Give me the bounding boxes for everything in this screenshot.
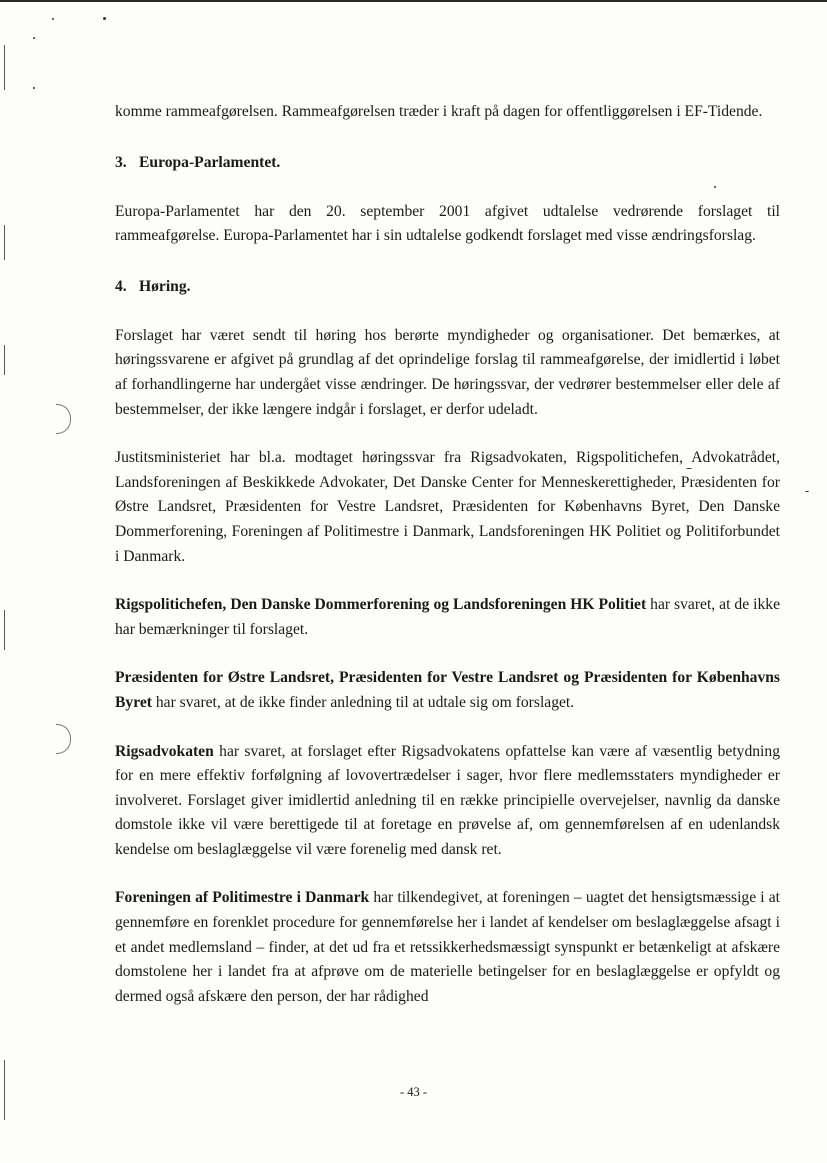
binder-hole-mark [56,404,71,434]
scan-speck [33,87,35,89]
paragraph-lead: Rigsadvokaten [115,742,214,760]
section-paragraph: Forslaget har været sendt til høring hos berørte myndigheder og organisationer. Det bemærkes, at høringssvarene er afgivet på grundlag af det oprindelige forslag til rammeafgørelse, der imidlertid i løbet af forhandlingerne har undergået visse ændringer. De høringssvar, der vedrører bestemmelser eller dele af bestemmelser, der ikke længere indgår i forslaget, er derfor udeladt. [115,326,780,418]
section-number: 3. [115,153,127,171]
binder-hole-mark [56,724,71,754]
scan-edge-mark [4,225,5,260]
consultation-paragraph [115,666,780,715]
paragraph-text: har svaret, at forslaget efter Rigsadvokatens opfattelse kan være af væsentlig betydning for en mere effektiv forfølgning af lovovertrædelser i sager, hvor flere medlemsstaters myndigheder er involveret. Forslaget giver imidlertid anledning til en række principielle overvejelser, navnlig da danske domstole ikke vil være berettigede til at foretage en prøvelse af, om gennemførelsen af en udenlandsk kendelse om beslaglæggelse vil være forenelig med dansk ret. [115,742,780,858]
page-number: - 43 - [399,1085,428,1099]
scan-speck [52,18,54,20]
document-body [115,100,780,1009]
paragraph-text: har tilkendegivet, at foreningen – uagtet det hensigtsmæssige i at gennemføre en forenklet procedure for gennemførelse her i landet af kendelser om beslaglæggelse afsagt i et andet medlemsland – finder, at det ud fra et retssikkerhedsmæssigt synspunkt er betænkeligt at afskære domstolene her i landet fra at afprøve om de materielle betingelser for en beslaglæggelse er opfyldt og dermed også afskære den person, der har rådighed [115,889,780,1005]
section-paragraph: Europa-Parlamentet har den 20. september 2001 afgivet udtalelse vedrørende forslaget til rammeafgørelse. Europa-Parlamentet har i sin udtalelse godkendt forslaget med visse ændringsforslag. [115,202,780,245]
scan-edge-mark [4,610,5,650]
scan-speck [805,491,809,492]
scan-speck [103,17,106,20]
consultation-paragraph [115,593,780,642]
consultation-paragraph [115,740,780,863]
section-heading [115,151,780,175]
section-title: Høring. [139,277,191,295]
scan-speck [33,37,35,39]
paragraph-lead: Præsidenten for Østre Landsret, Præsidenten for Vestre Landsret og Præsidenten for Københavns Byret [115,669,780,711]
paragraph-text: har svaret, at de ikke har bemærkninger til forslaget. [115,596,780,638]
section-number: 4. [115,277,127,295]
paragraph-text: Justitsministeriet har bl.a. modtaget høringssvar fra Rigsadvokaten, Rigspolitichefen, Advokatrådet, Landsforeningen af Beskikkede Advokater, Det Danske Center for Menneskerettigheder, Præsidenten for Østre Landsret, Præsidenten for Vestre Landsret, Præsidenten for Københavns Byret, Den Danske Dommerforening, Foreningen af Politimestre i Danmark, Landsforeningen HK Politiet og Politiforbundet i Danmark. [115,449,780,565]
continuation-paragraph: komme rammeafgørelsen. Rammeafgørelsen træder i kraft på dagen for offentliggørelsen i EF-Tidende. [115,103,763,120]
consultation-paragraph [115,446,780,569]
section-heading [115,275,780,299]
paragraph-text: har svaret, at de ikke finder anledning til at udtale sig om forslaget. [151,693,575,711]
consultation-paragraph [115,886,780,1009]
section-title: Europa-Parlamentet. [139,153,281,171]
paragraph-lead: Rigspolitichefen, Den Danske Dommerforening og Landsforeningen HK Politiet [115,596,647,614]
scan-top-edge [0,0,827,2]
paragraph-lead: Foreningen af Politimestre i Danmark [115,889,370,907]
scan-edge-mark [4,345,5,375]
scan-edge-mark [4,45,5,90]
